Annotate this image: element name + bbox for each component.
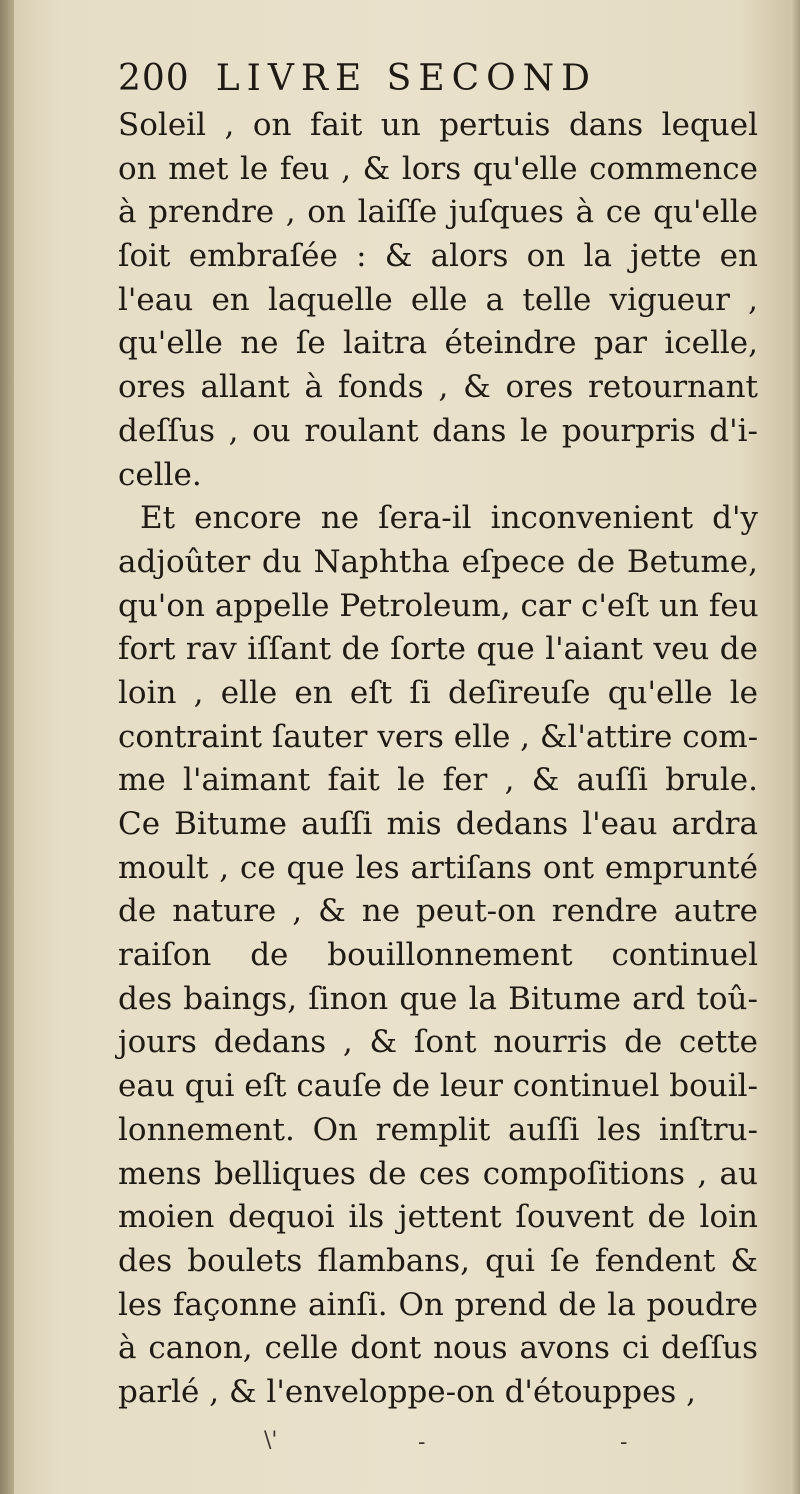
text-line: raiſon de bouillonnement continuel (118, 937, 758, 974)
text-line: mens belliques de ces compoſitions , au (118, 1155, 758, 1192)
page-edge-shadow (790, 0, 800, 1494)
text-line: lonnement. On remplit auſſi les inſtru- (118, 1111, 758, 1148)
text-line: adjoûter du Naphtha eſpece de Betume, (118, 543, 758, 580)
text-line: des baings, ſinon que la Bitume ard toû- (118, 980, 758, 1017)
running-head (118, 54, 758, 104)
text-line: contraint ſauter vers elle , &l'attire com- (118, 718, 759, 755)
text-line: des boulets flambans, qui ſe fendent & (118, 1242, 758, 1279)
text-line: qu'on appelle Petroleum, car c'eſt un feu (118, 587, 759, 624)
text-line: deſſus , ou roulant dans le pourpris d'i- (118, 412, 758, 449)
text-line: fort rav iſſant de ſorte que l'aiant veu de (118, 631, 758, 668)
text-line: eau qui eſt cauſe de leur continuel bouil- (118, 1068, 758, 1105)
footer-mark: - (620, 1430, 628, 1455)
text-line: qu'elle ne ſe laitra éteindre par icelle, (118, 325, 758, 362)
text-line: Et encore ne ſera-il inconvenient d'y (140, 500, 758, 537)
text-line: à prendre , on laiſſe juſques à ce qu'elle (118, 194, 758, 231)
text-line: ores allant à fonds , & ores retournant (118, 369, 758, 406)
text-line: moien dequoi ils jettent ſouvent de loin (118, 1199, 758, 1236)
book-page (118, 54, 758, 1415)
text-line: loin , elle en eſt ſi deſireuſe qu'elle le (118, 674, 758, 711)
text-line: celle. (118, 456, 202, 493)
footer-marks (258, 1428, 658, 1468)
text-line: de nature , & ne peut-on rendre autre (118, 893, 758, 930)
text-line: jours dedans , & ſont nourris de cette (118, 1024, 758, 1061)
text-line: Soleil , on fait un pertuis dans lequel (118, 107, 758, 143)
footer-mark: \' (264, 1428, 278, 1453)
running-title: LIVRE SECOND (215, 58, 598, 99)
page-number: 200 (118, 58, 190, 99)
text-line: me l'aimant fait le fer , & auſſi brule. (118, 762, 758, 799)
body-text (118, 104, 758, 1415)
text-line: parlé , & l'enveloppe-on d'étouppes , (118, 1373, 697, 1410)
text-line: l'eau en laquelle elle a telle vigueur , (118, 281, 758, 318)
page-gutter-shadow (0, 0, 14, 1494)
text-line: les façonne ainſi. On prend de la poudre (118, 1286, 758, 1323)
text-line: on met le feu , & lors qu'elle commence (118, 150, 758, 187)
text-line: moult , ce que les artiſans ont emprunté (118, 849, 758, 886)
text-line: à canon, celle dont nous avons ci deſſus (118, 1330, 758, 1367)
footer-mark: - (418, 1430, 426, 1455)
text-line: ſoit embraſée : & alors on la jette en (118, 238, 758, 275)
text-line: Ce Bitume auſſi mis dedans l'eau ardra (118, 806, 758, 842)
